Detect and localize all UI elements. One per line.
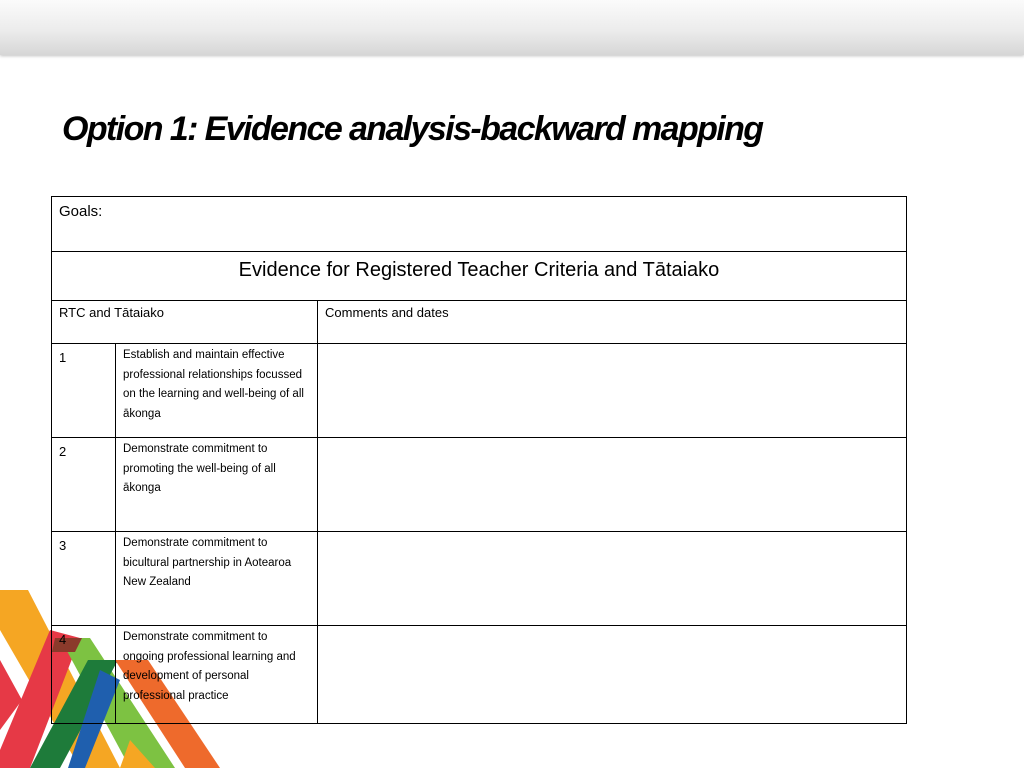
- comments-cell[interactable]: [318, 438, 907, 532]
- criterion-text: Demonstrate commitment to ongoing professional learning and development of personal professional practice: [116, 626, 318, 724]
- criterion-number: 2: [52, 438, 116, 532]
- criterion-text: Establish and maintain effective professional relationships focussed on the learning and well-being of all ākonga: [116, 344, 318, 438]
- criterion-number: 3: [52, 532, 116, 626]
- table-row: [52, 438, 907, 532]
- evidence-mapping-table: [51, 196, 907, 724]
- table-row: [52, 532, 907, 626]
- column-header-rtc: RTC and Tātaiako: [52, 301, 318, 344]
- comments-cell[interactable]: [318, 344, 907, 438]
- criterion-text: Demonstrate commitment to bicultural partnership in Aotearoa New Zealand: [116, 532, 318, 626]
- goals-row: [52, 197, 907, 252]
- column-header-comments: Comments and dates: [318, 301, 907, 344]
- table-row: [52, 344, 907, 438]
- comments-cell[interactable]: [318, 532, 907, 626]
- table-heading: Evidence for Registered Teacher Criteria and Tātaiako: [52, 252, 907, 301]
- goals-cell[interactable]: Goals:: [52, 197, 907, 252]
- criterion-number: 1: [52, 344, 116, 438]
- top-banner: [0, 0, 1024, 55]
- comments-cell[interactable]: [318, 626, 907, 724]
- criterion-number: 4: [52, 626, 116, 724]
- heading-row: [52, 252, 907, 301]
- column-header-row: [52, 301, 907, 344]
- slide-title: Option 1: Evidence analysis-backward mapping: [62, 110, 763, 148]
- criterion-text: Demonstrate commitment to promoting the well-being of all ākonga: [116, 438, 318, 532]
- table-row: [52, 626, 907, 724]
